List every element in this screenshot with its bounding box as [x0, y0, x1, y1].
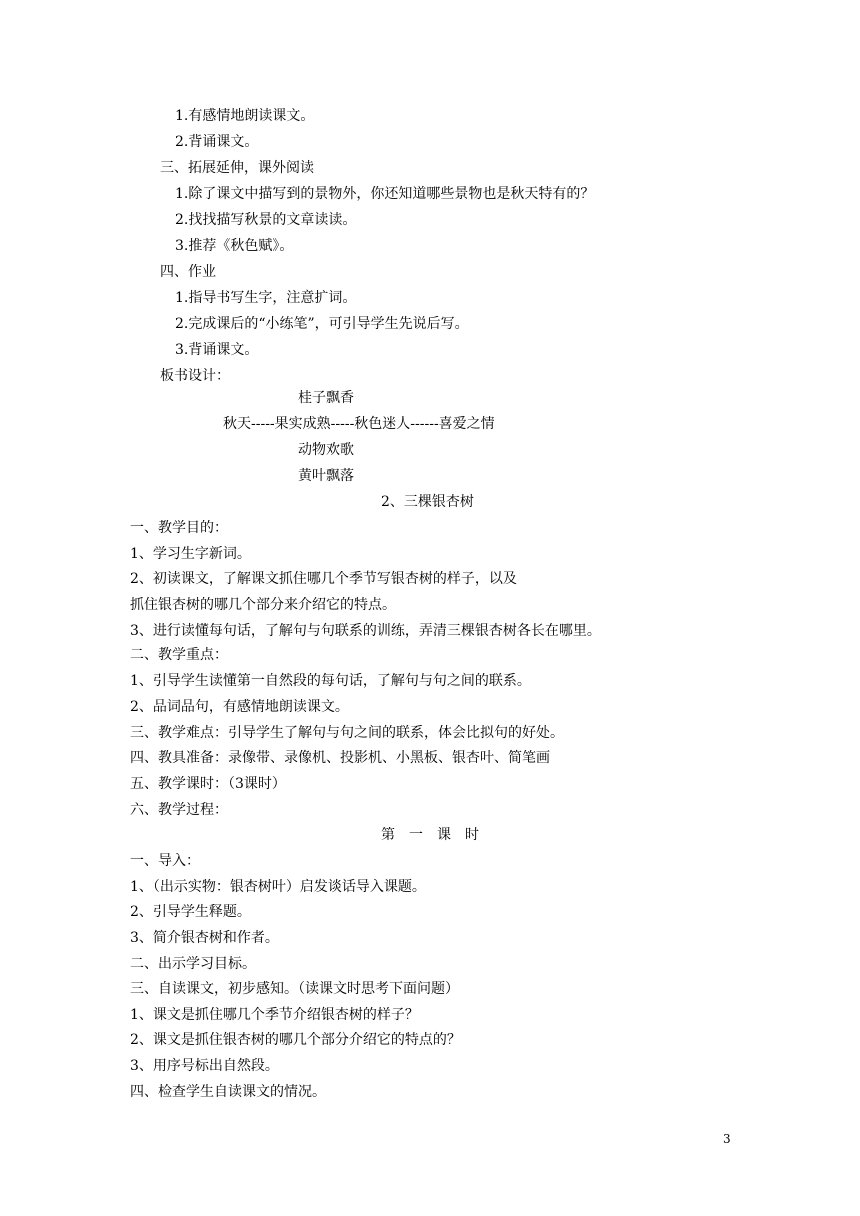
text-line: 六、教学过程： [130, 802, 228, 818]
text-line: 四、教具准备：录像带、录像机、投影机、小黑板、银杏叶、简笔画 [130, 750, 550, 766]
text-line: 2.完成课后的“小练笔”，可引导学生先说后写。 [175, 316, 469, 332]
text-line: 2、初读课文，了解课文抓住哪几个季节写银杏树的样子，以及 [130, 571, 517, 587]
lesson-title: 2、三棵银杏树 [381, 494, 474, 510]
text-line: 1、引导学生读懂第一自然段的每句话，了解句与句之间的联系。 [130, 673, 531, 689]
text-line: 1.除了课文中描写到的景物外，你还知道哪些景物也是秋天特有的？ [175, 186, 595, 202]
board-design-label: 板书设计： [160, 368, 230, 384]
board-main-line: 秋天-----果实成熟-----秋色迷人------喜爱之情 [223, 416, 495, 432]
text-line: 一、导入： [130, 853, 200, 869]
text-line: 1.指导书写生字，注意扩词。 [175, 290, 357, 306]
text-line: 五、教学课时：（3课时） [130, 776, 286, 792]
text-line: 3、进行读懂每句话，了解句与句联系的训练，弄清三棵银杏树各长在哪里。 [130, 623, 601, 639]
board-item: 动物欢歌 [298, 442, 354, 458]
text-line: 2.找找描写秋景的文章读读。 [175, 212, 357, 228]
text-line: 一、教学目的： [130, 520, 228, 536]
text-line: 二、教学重点： [130, 647, 228, 663]
page-number: 3 [723, 1132, 731, 1146]
text-line: 抓住银杏树的哪几个部分来介绍它的特点。 [130, 597, 396, 613]
text-line: 三、教学难点：引导学生了解句与句之间的联系，体会比拟句的好处。 [130, 725, 564, 741]
text-line: 二、出示学习目标。 [130, 956, 256, 972]
text-line: 2、品词品句，有感情地朗读课文。 [130, 699, 349, 715]
text-line: 1.有感情地朗读课文。 [175, 108, 315, 124]
board-item: 黄叶飘落 [298, 468, 354, 484]
text-line: 2、课文是抓住银杏树的哪几个部分介绍它的特点的？ [130, 1032, 461, 1048]
board-item: 桂子飘香 [298, 390, 354, 406]
text-line: 3.背诵课文。 [175, 342, 259, 358]
text-line: 3、用序号标出自然段。 [130, 1058, 279, 1074]
text-line: 3.推荐《秋色赋》。 [175, 238, 294, 254]
section-heading: 三、拓展延伸，课外阅读 [160, 160, 314, 176]
text-line: 三、自读课文，初步感知。（读课文时思考下面问题） [130, 981, 459, 997]
session-heading: 第 一 课 时 [381, 827, 479, 843]
text-line: 1、（出示实物：银杏树叶）启发谈话导入课题。 [130, 879, 426, 895]
text-line: 2、引导学生释题。 [130, 904, 251, 920]
section-heading: 四、作业 [160, 264, 216, 280]
text-line: 1、课文是抓住哪几个季节介绍银杏树的样子？ [130, 1007, 419, 1023]
text-line: 2.背诵课文。 [175, 134, 259, 150]
text-line: 四、检查学生自读课文的情况。 [130, 1084, 326, 1100]
text-line: 1、学习生字新词。 [130, 546, 251, 562]
text-line: 3、简介银杏树和作者。 [130, 930, 279, 946]
